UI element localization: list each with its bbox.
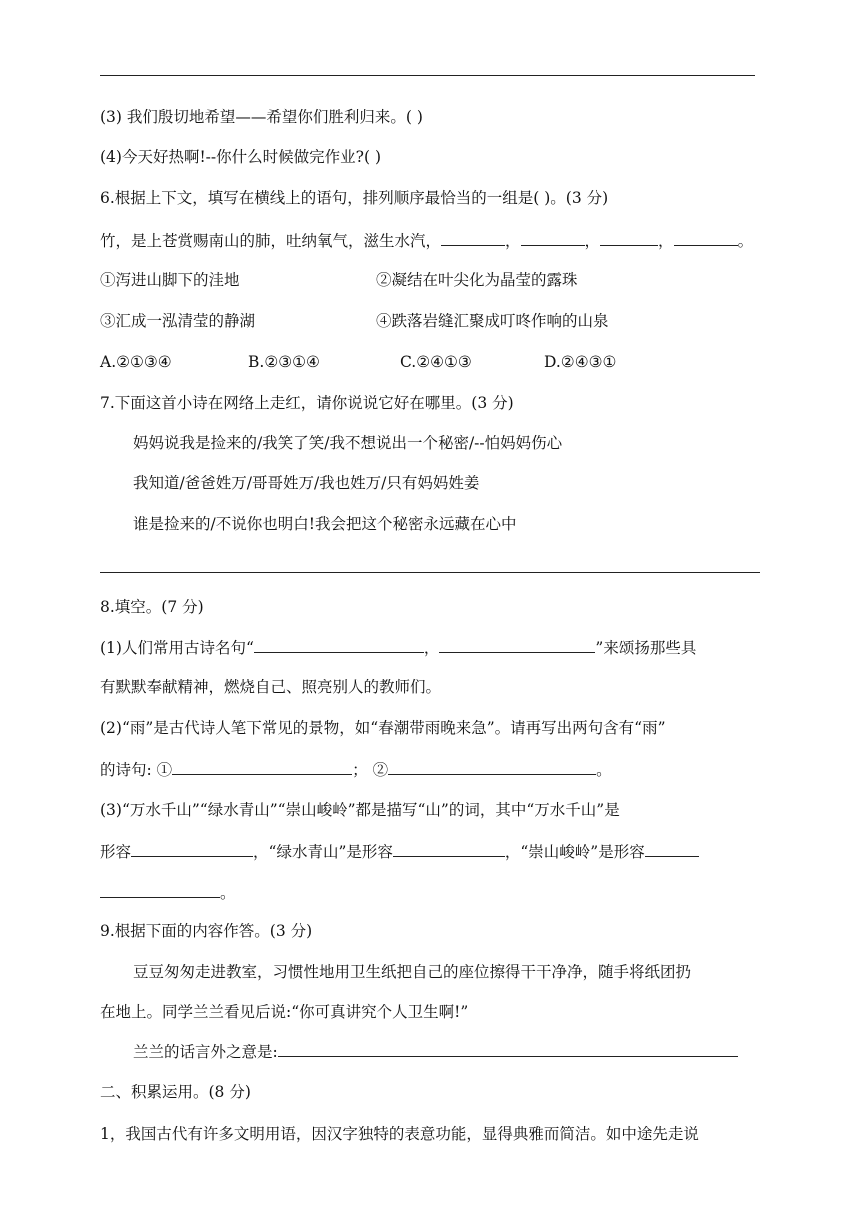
q8-p1-sep: ，: [423, 639, 440, 657]
q8-part-1-line-2: 有默默奉献精神，燃烧自己、照亮别人的教师们。: [100, 678, 442, 696]
q9-para-line-1: 豆豆匆匆走进教室，习惯性地用卫生纸把自己的座位擦得干干净净，随手将纸团扔: [133, 963, 692, 981]
q6-blank-3[interactable]: [600, 229, 658, 246]
q6-choice-a[interactable]: A.②①③④: [100, 353, 172, 371]
q7-answer-line[interactable]: [100, 572, 760, 573]
q8-p3-lead: 形容: [100, 843, 132, 861]
q8-part-2-line-2: [100, 758, 612, 781]
q6-item-2: ②凝结在叶尖化为晶莹的露珠: [376, 271, 578, 289]
q8-p3-blank-3-cont[interactable]: [100, 881, 220, 898]
q8-p2-sep: ； ②: [352, 761, 389, 779]
q6-blank-4[interactable]: [674, 229, 738, 246]
q8-p3-mid-1: ，“绿水青山”是形容: [253, 843, 393, 861]
q9-ask-label: 兰兰的话言外之意是:: [133, 1043, 278, 1061]
q5-item-3: (3) 我们殷切地希望——希望你们胜利归来。( ): [100, 108, 423, 126]
q9-stem: 9.根据下面的内容作答。(3 分): [100, 922, 313, 940]
top-divider: [100, 75, 755, 76]
q9-ask: [133, 1040, 738, 1063]
q6-blank-1[interactable]: [441, 229, 505, 246]
q8-p1-lead: (1)人们常用古诗名句“: [100, 639, 254, 657]
q9-answer-blank[interactable]: [278, 1040, 738, 1057]
q8-p1-blank-1[interactable]: [254, 636, 424, 653]
q6-choice-b[interactable]: B.②③①④: [248, 353, 320, 371]
q7-poem-line-2: 我知道/爸爸姓万/哥哥姓万/我也姓万/只有妈妈姓姜: [133, 474, 480, 492]
q6-stem: 6.根据上下文，填写在横线上的语句，排列顺序最恰当的一组是( )。(3 分): [100, 189, 609, 207]
q8-p3-mid-2: ，“崇山峻岭”是形容: [504, 843, 645, 861]
q8-p2-end: 。: [596, 761, 612, 779]
q6-item-3: ③汇成一泓清莹的静湖: [100, 312, 256, 330]
q6-sentence: [100, 229, 753, 252]
q8-p2-blank-2[interactable]: [388, 758, 596, 775]
q8-p3-end: 。: [220, 884, 236, 902]
q6-choice-d[interactable]: D.②④③①: [544, 353, 617, 371]
q8-p3-blank-3[interactable]: [645, 840, 699, 857]
q6-choice-c[interactable]: C.②④①③: [400, 353, 472, 371]
q8-p2-blank-1[interactable]: [172, 758, 352, 775]
q8-part-3-line-2: [100, 840, 699, 863]
q5-item-4: (4)今天好热啊!--你什么时候做完作业?( ): [100, 148, 381, 166]
q6-item-4: ④跌落岩缝汇聚成叮咚作响的山泉: [376, 312, 609, 330]
q6-sep: ，: [658, 232, 674, 250]
q6-item-1: ①泻进山脚下的洼地: [100, 271, 240, 289]
section-2-q1: 1，我国古代有许多文明用语，因汉字独特的表意功能，显得典雅而简洁。如中途先走说: [100, 1125, 699, 1143]
q6-end: 。: [737, 232, 754, 250]
q8-part-2-line-1: (2)“雨”是古代诗人笔下常见的景物，如“春潮带雨晚来急”。请再写出两句含有“雨”: [100, 719, 666, 737]
q9-para-line-2: 在地上。同学兰兰看见后说:“你可真讲究个人卫生啊!”: [100, 1003, 469, 1021]
q8-part-1: [100, 636, 696, 659]
q8-stem: 8.填空。(7 分): [100, 598, 204, 616]
q7-poem-line-1: 妈妈说我是捡来的/我笑了笑/我不想说出一个秘密/--怕妈妈伤心: [133, 434, 563, 452]
q8-p1-tail: ”来颂扬那些具: [595, 639, 697, 657]
q8-p3-blank-2[interactable]: [393, 840, 505, 857]
q8-part-3-line-1: (3)“万水千山”“绿水青山”“崇山峻岭”都是描写“山”的词，其中“万水千山”是: [100, 801, 620, 819]
q6-sep: ，: [584, 232, 601, 250]
q7-stem: 7.下面这首小诗在网络上走红，请你说说它好在哪里。(3 分): [100, 394, 514, 412]
q7-poem-line-3: 谁是捡来的/不说你也明白!我会把这个秘密永远藏在心中: [133, 515, 517, 533]
q8-p2-lead: 的诗句: ①: [100, 761, 173, 779]
q8-p1-blank-2[interactable]: [439, 636, 595, 653]
q6-sentence-start: 竹，是上苍赏赐南山的肺，吐纳氧气，滋生水汽，: [100, 232, 442, 250]
q6-sep: ，: [505, 232, 521, 250]
q8-p3-blank-1[interactable]: [131, 840, 253, 857]
q8-part-3-line-3: [100, 881, 236, 904]
section-2-title: 二、积累运用。(8 分): [100, 1083, 251, 1101]
q6-blank-2[interactable]: [521, 229, 585, 246]
